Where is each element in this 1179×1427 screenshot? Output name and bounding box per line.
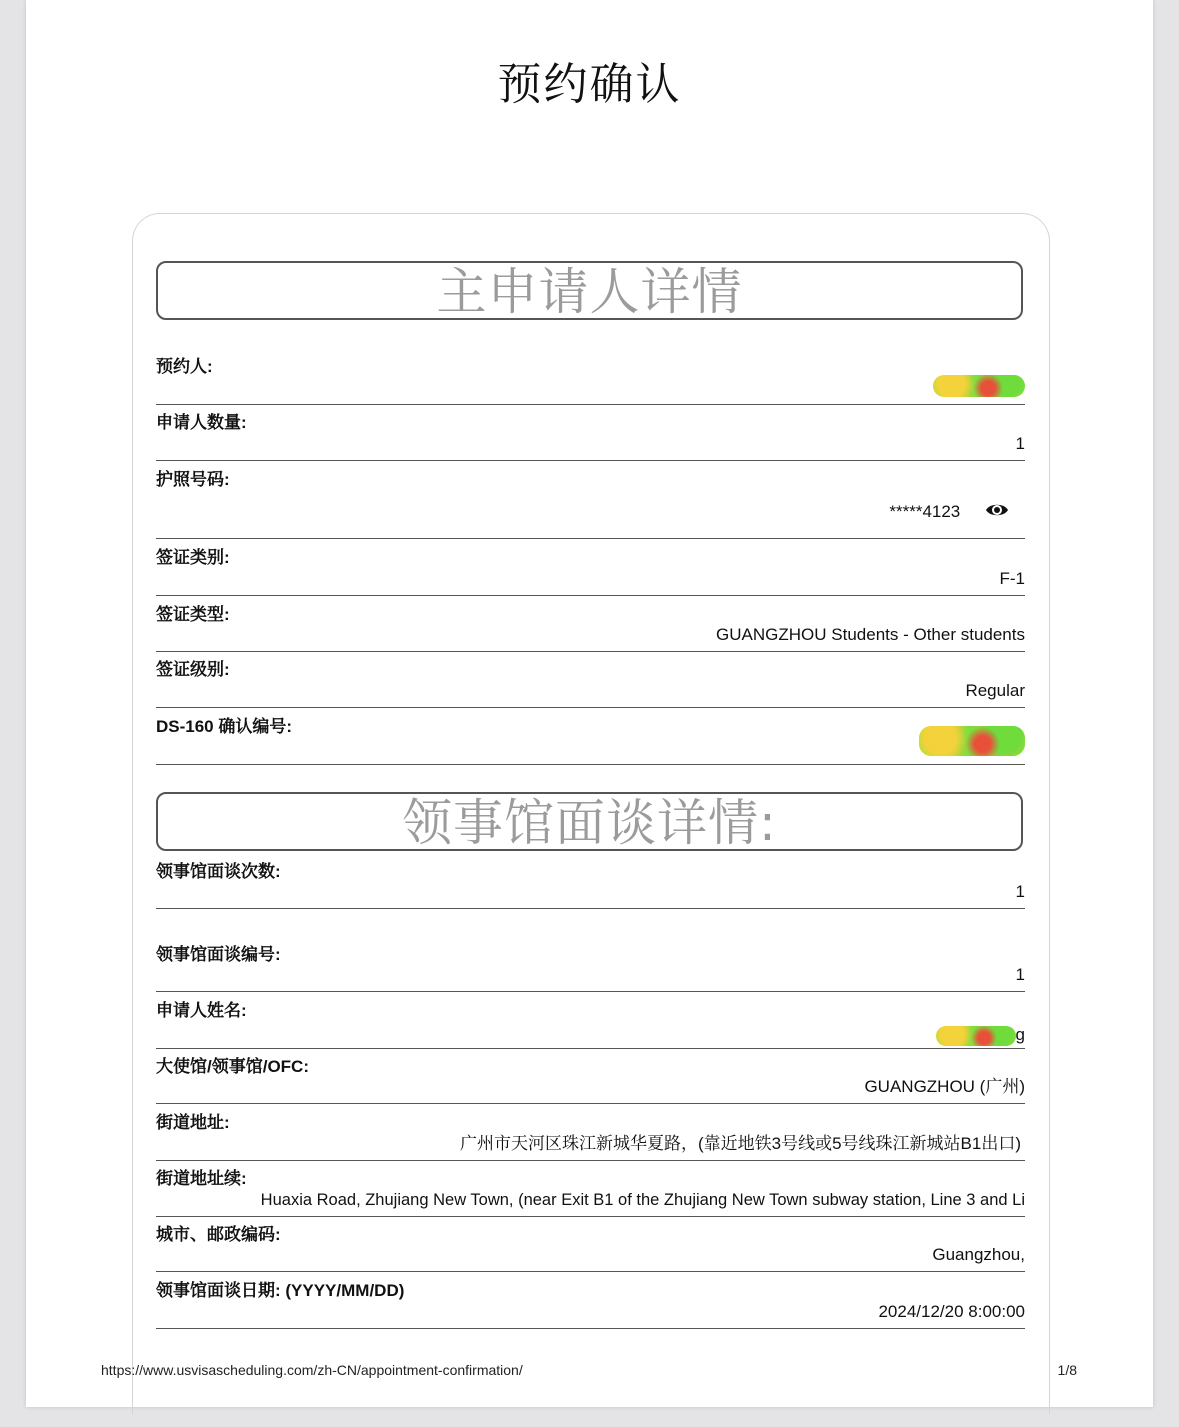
field-visa-type <box>156 600 1025 652</box>
field-value: GUANGZHOU (广州) <box>864 1077 1025 1096</box>
footer-page-number: 1/8 <box>1057 1362 1077 1378</box>
field-label: 领事馆面谈日期: (YYYY/MM/DD) <box>156 1281 405 1300</box>
field-label: 大使馆/领事馆/OFC: <box>156 1057 309 1076</box>
field-label: 签证类别: <box>156 548 230 567</box>
field-applicant-count <box>156 408 1025 461</box>
field-label: 申请人数量: <box>156 413 247 432</box>
field-label: 签证类型: <box>156 605 230 624</box>
field-city <box>156 1220 1025 1272</box>
field-value: 2024/12/20 8:00:00 <box>878 1302 1025 1321</box>
document-page <box>26 0 1153 1407</box>
field-value: 广州市天河区珠江新城华夏路，(靠近地铁3号线或5号线珠江新城站B1出口) <box>459 1134 1021 1153</box>
field-value: *****4123 <box>889 501 961 521</box>
section-header-interview: 领事馆面谈详情: <box>156 792 1023 851</box>
redacted-value <box>933 375 1025 402</box>
field-label: 申请人姓名: <box>156 1001 247 1020</box>
field-visa-category <box>156 543 1025 596</box>
field-booker <box>156 352 1025 405</box>
field-value: F-1 <box>999 569 1025 588</box>
field-label: 街道地址续: <box>156 1169 247 1188</box>
field-interview-count <box>156 857 1025 909</box>
field-street2 <box>156 1164 1025 1217</box>
field-value: GUANGZHOU Students - Other students <box>716 625 1025 644</box>
field-value: 1 <box>1015 882 1025 901</box>
redaction-blur <box>936 1026 1016 1046</box>
field-value: Guangzhou, <box>932 1245 1025 1264</box>
field-ds160 <box>156 712 1025 765</box>
field-date <box>156 1276 1025 1329</box>
field-label: 领事馆面谈次数: <box>156 862 281 881</box>
field-label: 城市、邮政编码: <box>156 1225 281 1244</box>
field-label: DS-160 确认编号: <box>156 717 293 736</box>
redacted-value <box>936 1025 1025 1046</box>
field-street <box>156 1108 1025 1161</box>
field-applicant-name <box>156 996 1025 1049</box>
field-label: 护照号码: <box>156 470 230 489</box>
field-value: Regular <box>965 681 1025 700</box>
field-visa-class <box>156 655 1025 708</box>
field-label: 街道地址: <box>156 1113 230 1132</box>
field-label: 领事馆面谈编号: <box>156 945 281 964</box>
redacted-value <box>919 726 1025 761</box>
field-passport <box>156 465 1025 539</box>
eye-icon[interactable] <box>985 501 1009 524</box>
page-title: 预约确认 <box>497 59 682 110</box>
field-value: g <box>1015 1025 1025 1045</box>
section-header-applicant: 主申请人详情 <box>156 261 1023 320</box>
redaction-blur <box>933 375 1025 397</box>
field-value: 1 <box>1015 434 1025 453</box>
field-post <box>156 1052 1025 1104</box>
passport-value-group <box>889 501 1009 524</box>
redaction-blur <box>919 726 1025 756</box>
field-label: 预约人: <box>156 357 213 376</box>
field-label: 签证级别: <box>156 660 230 679</box>
field-value: Huaxia Road, Zhujiang New Town, (near Exit B1 of the Zhujiang New Town subway station, Line 3 and Li <box>260 1191 1025 1209</box>
field-value: 1 <box>1015 965 1025 984</box>
footer-url: https://www.usvisascheduling.com/zh-CN/appointment-confirmation/ <box>101 1362 523 1378</box>
field-interview-number <box>156 940 1025 992</box>
